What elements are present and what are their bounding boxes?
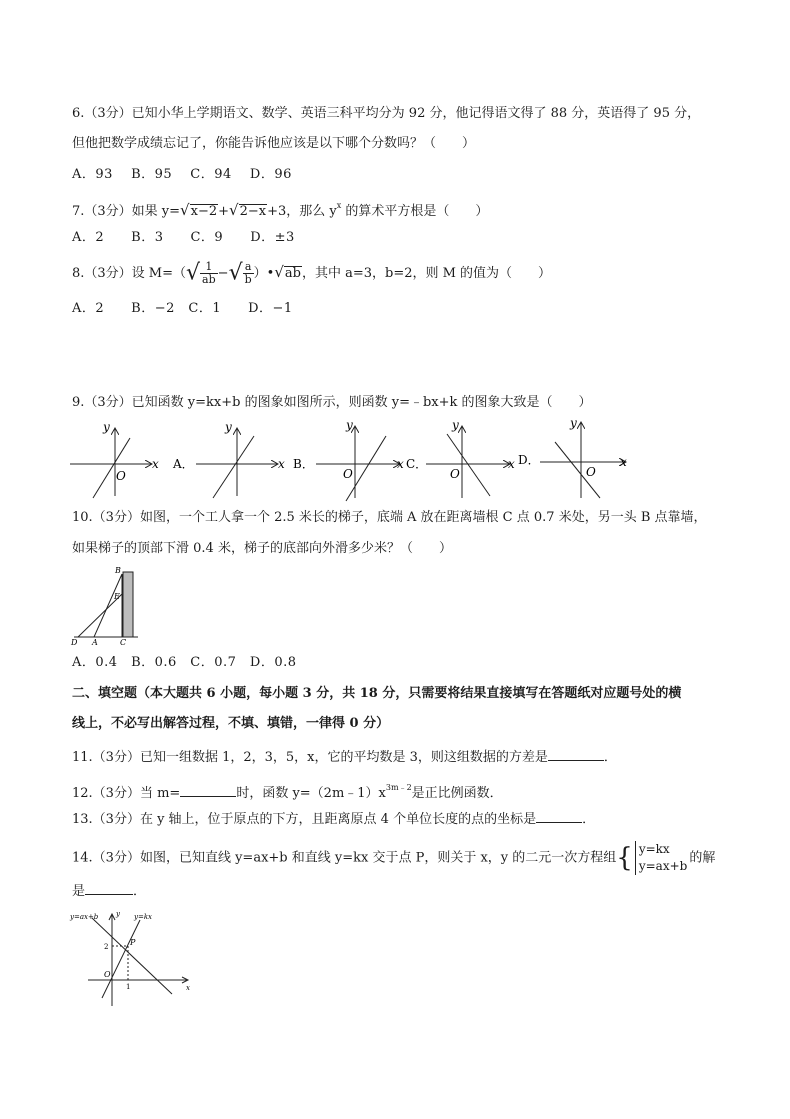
q9-option-b-graph xyxy=(293,418,404,501)
q7-options: A．2 B．3 C．9 D．±3 xyxy=(72,230,295,245)
q6-options: A．93 B．95 C．94 D．96 xyxy=(72,167,292,182)
q14-line1: 14.（3分）如图，已知直线 y=ax+b 和直线 y=kx 交于点 P，则关于 x，y 的二元一次方程组{ y=kx y=ax+b 的解 xyxy=(72,842,716,873)
q7-plus: + xyxy=(218,204,230,219)
q10-ladder-figure xyxy=(68,566,148,646)
q7-radical-1: x−2 xyxy=(190,204,218,219)
q7-post: +3，那么 y xyxy=(267,204,337,219)
q9-a-y: y xyxy=(225,420,232,434)
q8-options: A．2 B．−2 C．1 D．−1 xyxy=(72,301,293,316)
q9-given-graph xyxy=(70,420,159,498)
q9-c-o: O xyxy=(450,467,460,481)
q13-pre: 13.（3分）在 y 轴上，位于原点的下方，且距离原点 4 个单位长度的点的坐标是 xyxy=(72,812,537,827)
section2-heading-2: 线上，不必写出解答过程，不填、填错，一律得 0 分） xyxy=(72,716,390,731)
q14-label-1: 1 xyxy=(126,983,131,991)
q7-post2: 的算术平方根是（ ） xyxy=(341,204,489,219)
q8-frac-1: $\frac{1}{ab}$ xyxy=(202,260,216,286)
q12-mid: 时，函数 y=（2m﹣1）x xyxy=(236,786,386,801)
q9-given-x: x xyxy=(152,457,159,471)
q8-pre: 8.（3分）设 M=（ xyxy=(72,266,187,281)
q9-stem: 9.（3分）已知函数 y=kx+b 的图象如图所示，则函数 y=﹣bx+k 的图象大致是（ ） xyxy=(72,395,592,410)
q7-pre: 7.（3分）如果 y= xyxy=(72,204,181,219)
q12-sup: 3m﹣2 xyxy=(385,783,412,792)
q9-graphs xyxy=(0,416,790,506)
q10-label-d: D xyxy=(71,638,78,647)
q10-label-a: A xyxy=(92,638,98,647)
q9-label-c: C． xyxy=(406,457,428,471)
q14-line2 xyxy=(72,882,146,902)
q14-system: y=kx y=ax+b xyxy=(635,841,688,875)
q14-label-kx: y=kx xyxy=(134,913,153,921)
q8-radical: ab xyxy=(284,266,301,281)
q10-options: A．0.4 B．0.6 C．0.7 D．0.8 xyxy=(72,655,297,670)
q14-label-p: P xyxy=(130,938,136,947)
q10-line2: 如果梯子的顶部下滑 0.4 米，梯子的底部向外滑多少米？（ ） xyxy=(72,541,452,556)
q9-option-a-graph xyxy=(172,420,285,498)
q12-blank xyxy=(180,784,236,797)
q8-frac-2: $\frac{a}{b}$ xyxy=(244,260,252,286)
q9-d-x: x xyxy=(620,455,627,469)
q9-b-x: x xyxy=(397,457,404,471)
q13 xyxy=(72,810,595,830)
q14-figure xyxy=(68,908,198,1008)
q12-post: 是正比例函数． xyxy=(411,786,503,801)
q8-stem: 8.（3分）设 M=（√ $\frac{1}{ab}$ −√ $\frac{a}{b}$ ）•√ab，其中 a=3，b=2，则 M 的值为（ ） xyxy=(72,260,552,286)
q8-mid: ）• xyxy=(253,266,275,281)
q11-blank xyxy=(548,748,604,761)
q9-given-o: O xyxy=(116,469,126,483)
q11-pre: 11.（3分）已知一组数据 1，2，3，5，x，它的平均数是 3，则这组数据的方差是 xyxy=(72,750,548,765)
q14-blank xyxy=(85,882,133,895)
q14-label-2: 2 xyxy=(104,943,109,951)
q13-post: ． xyxy=(582,812,596,827)
q9-label-b: B． xyxy=(293,457,314,471)
q9-label-a: A． xyxy=(173,457,194,471)
q9-c-y: y xyxy=(452,418,459,432)
q9-a-x: x xyxy=(278,457,285,471)
q12-pre: 12.（3分）当 m= xyxy=(72,786,181,801)
q9-b-y: y xyxy=(346,418,353,432)
q7-sup: x xyxy=(336,201,342,210)
q14-label-ax-b: y=ax+b xyxy=(70,913,99,921)
q9-b-o: O xyxy=(343,467,353,481)
q9-d-y: y xyxy=(570,416,577,430)
q9-label-d: D． xyxy=(518,453,540,467)
q14-label-x: x xyxy=(186,984,190,992)
q6-line1: 6.（3分）已知小华上学期语文、数学、英语三科平均分为 92 分，他记得语文得了 88 分，英语得了 95 分， xyxy=(72,106,701,121)
q10-label-e: E xyxy=(114,592,120,601)
q13-blank xyxy=(536,810,582,823)
q11-post: ． xyxy=(603,750,617,765)
q6-line2: 但他把数学成绩忘记了，你能告诉他应该是以下哪个分数吗？（ ） xyxy=(72,136,476,151)
q12 xyxy=(72,778,503,804)
q9-option-c-graph xyxy=(406,418,515,498)
q9-c-x: x xyxy=(508,457,515,471)
q10-line1: 10.（3分）如图，一个工人拿一个 2.5 米长的梯子，底端 A 放在距离墙根 C 点 0.7 米处，另一头 B 点靠墙， xyxy=(72,510,707,525)
q10-label-b: B xyxy=(115,566,121,575)
q14-pre: 14.（3分）如图，已知直线 y=ax+b 和直线 y=kx 交于点 P，则关于 x，y 的二元一次方程组 xyxy=(72,850,617,866)
q14-line2-pre: 是 xyxy=(72,884,86,899)
q9-option-d-graph xyxy=(518,416,627,498)
q8-post: ，其中 a=3，b=2，则 M 的值为（ ） xyxy=(301,266,552,281)
q14-line2-post: ． xyxy=(133,884,147,899)
q14-label-y: y xyxy=(116,910,120,918)
q14-post: 的解 xyxy=(689,850,716,866)
q9-d-o: O xyxy=(586,465,596,479)
q7-radical-2: 2−x xyxy=(239,204,267,219)
q7-stem: 7.（3分）如果 y=√x−2+√2−x+3，那么 $y^x$ 的算术平方根是（ ） xyxy=(72,201,489,219)
q9-given-y: y xyxy=(103,420,110,434)
q14-label-o: O xyxy=(104,970,111,979)
section2-heading-1: 二、填空题（本大题共 6 小题，每小题 3 分，共 18 分，只需要将结果直接填写在答题纸对应题号处的横 xyxy=(72,686,682,701)
q10-label-c: C xyxy=(120,638,127,647)
q8-minus: − xyxy=(217,266,229,281)
q11 xyxy=(72,748,617,768)
